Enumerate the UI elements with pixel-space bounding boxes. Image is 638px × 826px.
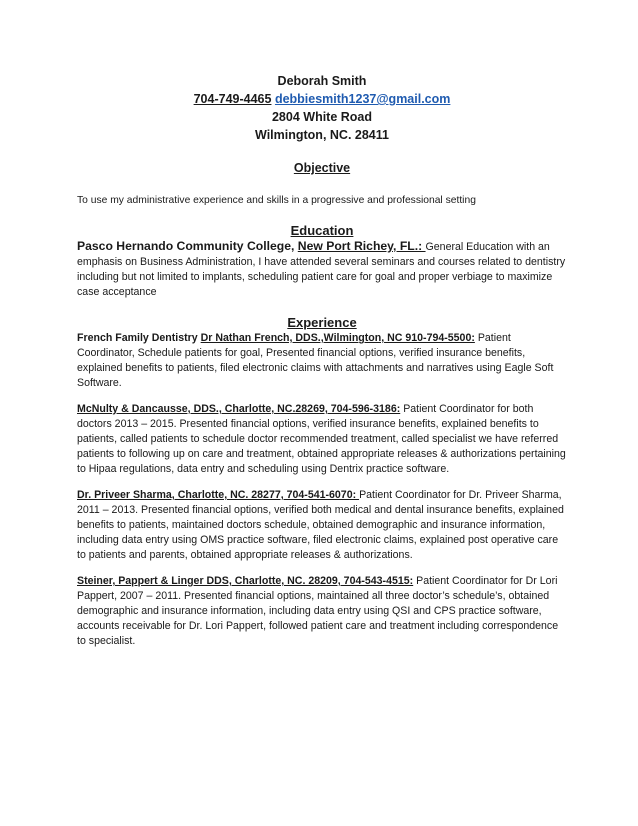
school-name: Pasco Hernando Community College,	[77, 239, 298, 253]
email-link[interactable]: debbiesmith1237@gmail.com	[274, 92, 451, 106]
city-state-zip: Wilmington, NC. 28411	[255, 128, 389, 142]
applicant-name: Deborah Smith	[277, 74, 367, 88]
education-entry	[77, 239, 567, 300]
job-description: Patient Coordinator for Dr. Priveer Sharma, 2011 – 2013. Presented financial options, verified both medical and dental insurance benefits, explained benefits to patients, maintained doctors schedule, obtained demographic and insurance information, including data entry using OMS practice software, filed electronic claims, explained post operative care to patients and parents, obtained appropriate releases & authorizations.	[77, 489, 564, 561]
contact-line	[77, 90, 567, 108]
employer-details: Dr. Priveer Sharma, Charlotte, NC. 28277, 704-541-6070:	[77, 489, 360, 501]
phone-number: 704-749-4465	[193, 92, 272, 106]
resume-page	[77, 72, 567, 649]
objective-text: To use my administrative experience and skills in a progressive and professional setting	[77, 195, 476, 206]
education-description: General Education with an emphasis on Business Administration, I have attended several seminars and courses related to dentistry including but not limited to implants, scheduling patient care for goal and proper verbiage to maximize case acceptance	[77, 241, 566, 298]
experience-entry	[77, 402, 567, 477]
school-location: New Port Richey, FL.:	[297, 239, 426, 253]
employer-details: McNulty & Dancausse, DDS., Charlotte, NC.28269, 704-596-3186:	[77, 403, 401, 415]
job-description: Patient Coordinator for Dr Lori Pappert, 2007 – 2011. Presented financial options, maintained all three doctor’s schedule’s, obtained demographic and insurance information, including data entry using QSI and CPS practice software, accounts receivable for Dr. Lori Pappert, followed patient care and treatment including correspondence to specialist.	[77, 575, 559, 647]
objective-heading: Objective	[293, 161, 351, 175]
job-description: Patient Coordinator, Schedule patients for goal, Presented financial options, verified insurance benefits, explained benefits to patients, filed electronic claims with attachments and narratives using Eagle Soft Software.	[77, 332, 554, 389]
contact-header	[77, 72, 567, 144]
employer-details: Dr Nathan French, DDS.,Wilmington, NC 910-794-5500:	[200, 332, 475, 344]
employer-practice: French Family Dentistry	[77, 332, 201, 344]
employer-details: Steiner, Pappert & Linger DDS, Charlotte, NC. 28209, 704-543-4515:	[77, 575, 414, 587]
street-address: 2804 White Road	[271, 110, 373, 124]
experience-entry	[77, 488, 567, 563]
experience-entry	[77, 331, 567, 391]
experience-heading: Experience	[287, 315, 357, 330]
experience-entry	[77, 574, 567, 649]
education-heading: Education	[290, 223, 354, 238]
job-description: Patient Coordinator for both doctors 2013 – 2015. Presented financial options, verified insurance benefits, explained benefits to patients, called patients to schedule doctor recommended treatment, called specialist we have referred patients to following up on care and treatment, obtained appropriate releases & authorizations pertaining to Hipaa regulations, data entry and scheduling using Dentrix practice software.	[77, 403, 566, 475]
